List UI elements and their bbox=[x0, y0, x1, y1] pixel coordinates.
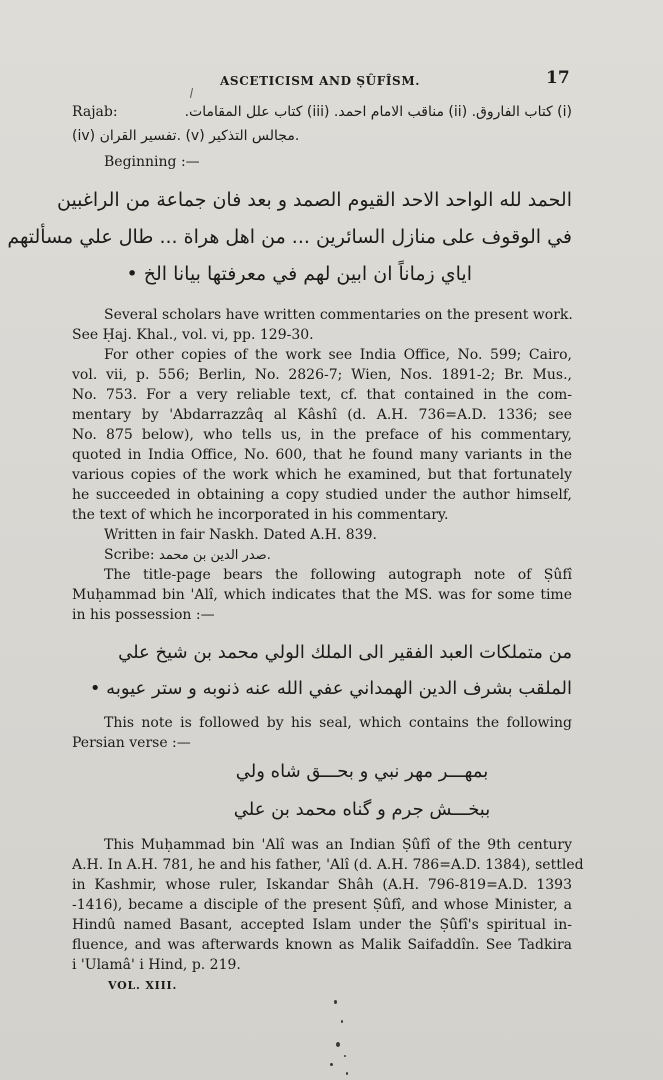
paragraph-line: Hindû named Basant, accepted Islam under the Ṣûfî's spiritual in- bbox=[72, 917, 572, 933]
paragraph-line: This note is followed by his seal, which contains the following bbox=[104, 715, 572, 731]
titles-items-2: (iv) تفسير القران. (v) مجالس التذكير. bbox=[72, 128, 300, 144]
running-title: ASCETICISM AND ṢÛFÎSM. bbox=[220, 74, 420, 88]
paragraph-line: vol. vii, p. 556; Berlin, No. 2826-7; Wien, Nos. 1891-2; Br. Mus., bbox=[72, 367, 572, 383]
scribe-arabic: صدر الدين بن محمد. bbox=[159, 548, 271, 563]
paragraph-line: For other copies of the work see India Office, No. 599; Cairo, bbox=[104, 347, 572, 363]
paragraph-line: The title-page bears the following autograph note of Ṣûfî bbox=[104, 567, 572, 583]
autograph-arabic-line: الملقب بشرف الدين الهمداني عفي الله عنه ذنوبه و ستر عيوبه • bbox=[89, 678, 572, 699]
signature-mark: VOL. XIII. bbox=[108, 979, 178, 992]
paragraph-line: No. 875 below), who tells us, in the preface of his commentary, bbox=[72, 427, 572, 443]
scribe-label: Scribe: bbox=[104, 547, 155, 563]
page-body bbox=[7, 102, 584, 992]
copies-paragraph bbox=[72, 345, 572, 525]
scribe-line bbox=[72, 545, 572, 565]
biography-paragraph bbox=[72, 835, 584, 975]
paragraph-line: in his possession :— bbox=[72, 607, 215, 623]
paragraph-line: he succeeded in obtaining a copy studied under the author himself, bbox=[72, 487, 572, 503]
paragraph-line: Several scholars have written commentaries on the present work. bbox=[104, 307, 573, 323]
titles-line-2 bbox=[72, 122, 572, 146]
paragraph-line: in Kashmir, whose ruler, Iskandar Shâh (A.H. 796-819=A.D. 1393 bbox=[72, 877, 572, 893]
beginning-label: Beginning :— bbox=[104, 154, 200, 170]
seal-persian-verse bbox=[182, 753, 542, 829]
paragraph-line: mentary by 'Abdarrazzâq al Kâshî (d. A.H. 736=A.D. 1336; see bbox=[72, 407, 572, 423]
paragraph-line: i 'Ulamâ' i Hind, p. 219. bbox=[72, 957, 241, 973]
seal-verse-line: بمهـــر مهر نبي و بحـــق شاه ولي bbox=[235, 761, 489, 782]
titles-line-1 bbox=[72, 102, 572, 122]
paragraph-line: Muḥammad bin 'Alî, which indicates that the MS. was for some time bbox=[72, 587, 572, 603]
paragraph-line: Persian verse :— bbox=[72, 735, 191, 751]
beginning-arabic-line: في الوقوف على منازل السائرين ... من اهل هراة ... طال علي مسألتهم bbox=[7, 226, 572, 248]
page-header bbox=[0, 68, 663, 92]
paragraph-line: fluence, and was afterwards known as Malik Saifaddîn. See Tadkira bbox=[72, 937, 572, 953]
seal-verse-line: ببخـــش جرم و گناه محمد بن علي bbox=[233, 799, 491, 820]
page-number: 17 bbox=[546, 68, 570, 88]
paragraph-line: See Ḥaj. Khal., vol. vi, pp. 129-30. bbox=[72, 327, 314, 343]
autograph-arabic-line: من متملكات العبد الفقير الى الملك الولي محمد بن شيخ علي bbox=[118, 642, 572, 663]
beginning-arabic-text bbox=[7, 182, 572, 293]
titles-label: Rajab: bbox=[72, 104, 118, 120]
paragraph-line: quoted in India Office, No. 600, that he found many variants in the bbox=[72, 447, 572, 463]
written-line: Written in fair Naskh. Dated A.H. 839. bbox=[104, 527, 377, 543]
seal-intro-paragraph bbox=[72, 713, 572, 753]
beginning-arabic-line: الحمد لله الواحد الاحد القيوم الصمد و بعد فان جماعة من الراغبين bbox=[56, 189, 572, 211]
autograph-arabic-text bbox=[72, 635, 572, 707]
paragraph-line: -1416), became a disciple of the present Ṣûfî, and whose Minister, a bbox=[72, 897, 572, 913]
paragraph-line: A.H. In A.H. 781, he and his father, 'Alî (d. A.H. 786=A.D. 1384), settled bbox=[72, 857, 584, 873]
title-page-paragraph bbox=[72, 565, 572, 625]
titles-items-1: (i) كتاب الفاروق. (ii) مناقب الامام احمد. (iii) كتاب علل المقامات. bbox=[184, 104, 572, 120]
paragraph-line: This Muḥammad bin 'Alî was an Indian Ṣûfî of the 9th century bbox=[104, 837, 572, 853]
commentaries-paragraph bbox=[72, 305, 572, 345]
paragraph-line: various copies of the work which he examined, but that fortunately bbox=[72, 467, 572, 483]
paragraph-line: No. 753. For a very reliable text, cf. that contained in the com- bbox=[72, 387, 572, 403]
beginning-arabic-line: اياي زماناً ان ابين لهم في معرفتها بيانا الخ • bbox=[126, 263, 472, 285]
paragraph-line: the text of which he incorporated in his commentary. bbox=[72, 507, 449, 523]
